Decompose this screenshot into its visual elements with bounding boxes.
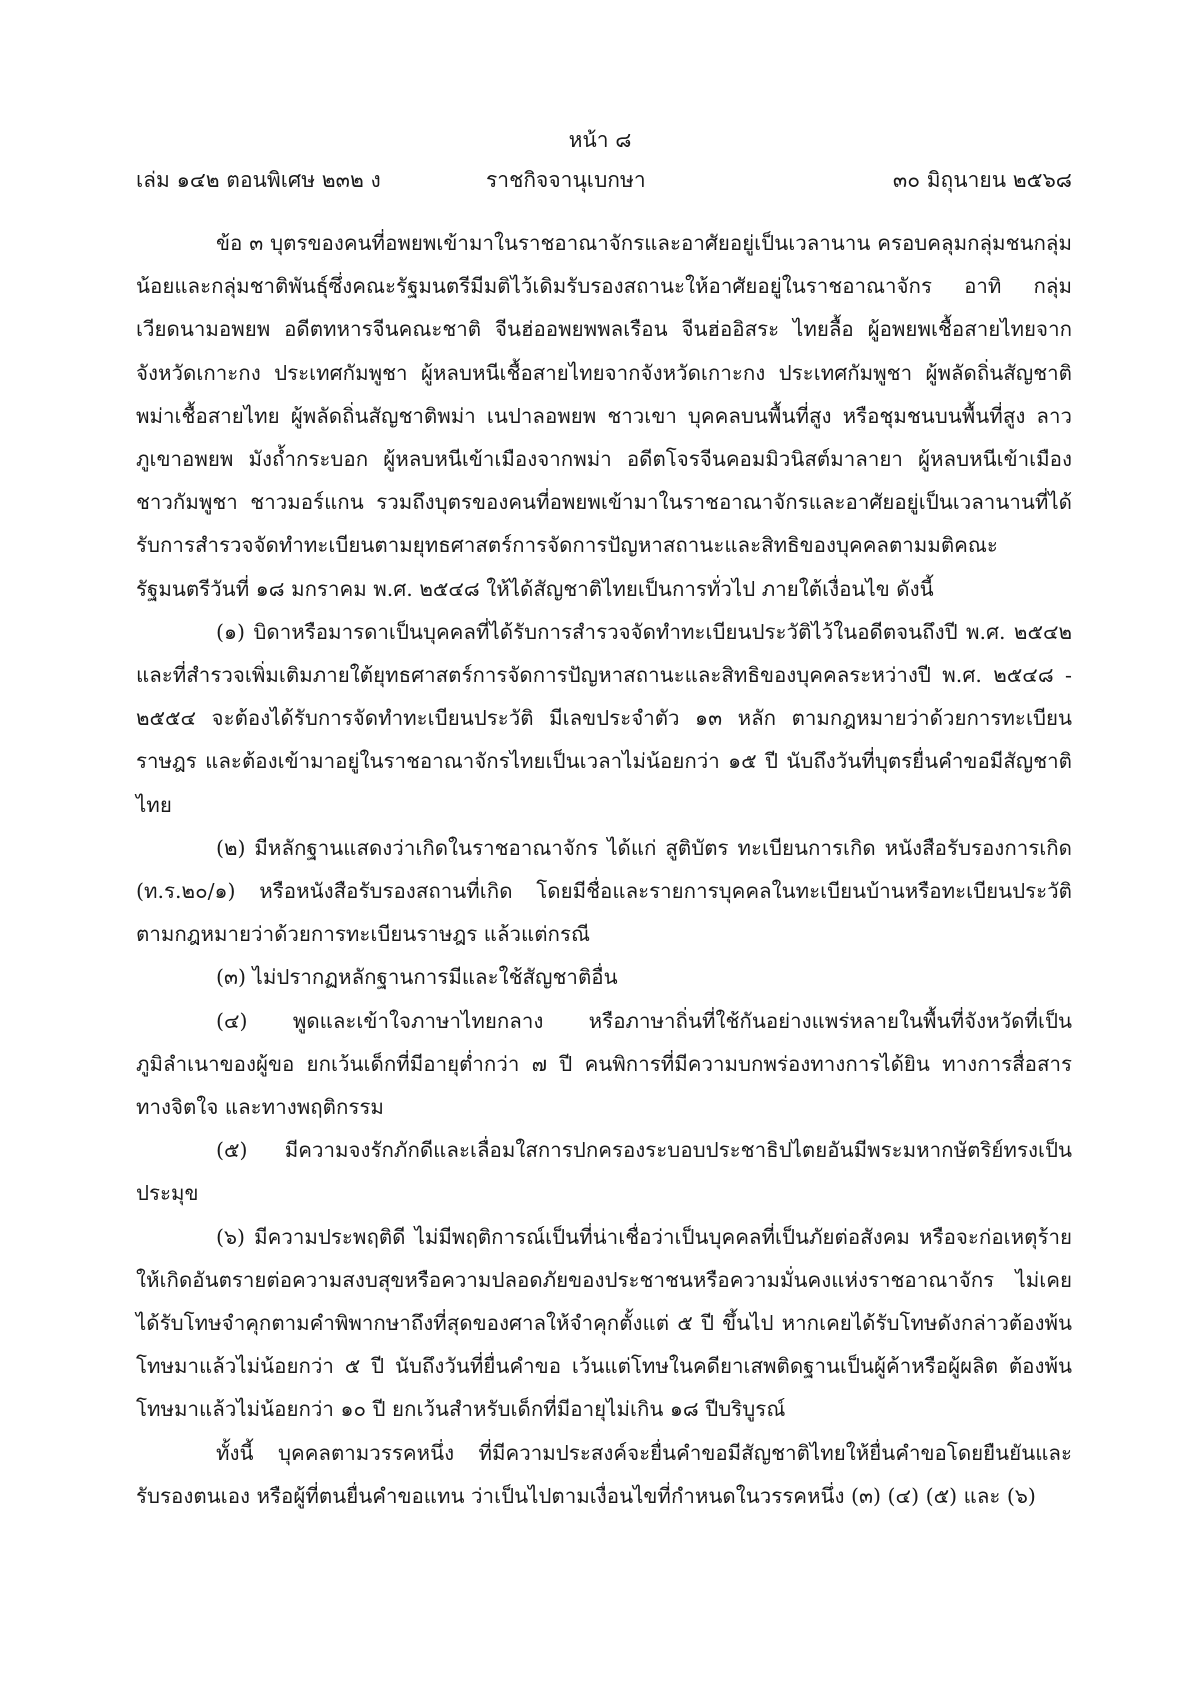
clause-3-paragraph: ข้อ ๓ บุตรของคนที่อพยพเข้ามาในราชอาณาจักรและอาศัยอยู่เป็นเวลานาน ครอบคลุมกลุ่มชนกลุ่มน้อยและกลุ่มชาติพันธุ์ซึ่งคณะรัฐมนตรีมีมติไว้เดิมรับรองสถานะให้อาศัยอยู่ในราชอาณาจักร อาทิ กลุ่มเวียดนามอพยพ อดีตทหารจีนคณะชาติ จีนฮ่ออพยพพลเรือน จีนฮ่ออิสระ ไทยลื้อ ผู้อพยพเชื้อสายไทยจากจังหวัดเกาะกง ประเทศกัมพูชา ผู้หลบหนีเชื้อสายไทยจากจังหวัดเกาะกง ประเทศกัมพูชา ผู้พลัดถิ่นสัญชาติพม่าเชื้อสายไทย ผู้พลัดถิ่นสัญชาติพม่า เนปาลอพยพ ชาวเขา บุคคลบนพื้นที่สูง หรือชุมชนบนพื้นที่สูง ลาวภูเขาอพยพ มังถ้ำกระบอก ผู้หลบหนีเข้าเมืองจากพม่า อดีตโจรจีนคอมมิวนิสต์มาลายา ผู้หลบหนีเข้าเมืองชาวกัมพูชา ชาวมอร์แกน รวมถึงบุตรของคนที่อพยพเข้ามาในราชอาณาจักรและอาศัยอยู่เป็นเวลานานที่ได้รับการสำรวจจัดทำทะเบียนตามยุทธศาสตร์การจัดการปัญหาสถานะและสิทธิของบุคคลตามมติคณะรัฐมนตรีวันที่ ๑๘ มกราคม พ.ศ. ๒๕๔๘ ให้ได้สัญชาติไทยเป็นการทั่วไป ภายใต้เงื่อนไข ดังนี้ (136, 231, 1072, 601)
condition-item-1: (๑) บิดาหรือมารดาเป็นบุคคลที่ได้รับการสำรวจจัดทำทะเบียนประวัติไว้ในอดีตจนถึงปี พ.ศ. ๒๕๔๒ และที่สำรวจเพิ่มเติมภายใต้ยุทธศาสตร์การจัดการปัญหาสถานะและสิทธิของบุคคลระหว่างปี พ.ศ. ๒๕๔๘ - ๒๕๕๔ จะต้องได้รับการจัดทำทะเบียนประวัติ มีเลขประจำตัว ๑๓ หลัก ตามกฎหมายว่าด้วยการทะเบียนราษฎร และต้องเข้ามาอยู่ในราชอาณาจักรไทยเป็นเวลาไม่น้อยกว่า ๑๕ ปี นับถึงวันที่บุตรยื่นคำขอมีสัญชาติไทย (136, 619, 1072, 817)
page-number: หน้า ๘ (568, 128, 632, 152)
volume-issue: เล่ม ๑๔๒ ตอนพิเศษ ๒๓๒ ง (136, 168, 381, 192)
condition-item-3: (๓) ไม่ปรากฏหลักฐานการมีและใช้สัญชาติอื่น (216, 965, 618, 990)
condition-item-6: (๖) มีความประพฤติดี ไม่มีพฤติการณ์เป็นที่น่าเชื่อว่าเป็นบุคคลที่เป็นภัยต่อสังคม หรือจะก่อเหตุร้ายให้เกิดอันตรายต่อความสงบสุขหรือความปลอดภัยของประชาชนหรือความมั่นคงแห่งราชอาณาจักร ไม่เคยได้รับโทษจำคุกตามคำพิพากษาถึงที่สุดของศาลให้จำคุกตั้งแต่ ๕ ปี ขึ้นไป หากเคยได้รับโทษดังกล่าวต้องพ้นโทษมาแล้วไม่น้อยกว่า ๕ ปี นับถึงวันที่ยื่นคำขอ เว้นแต่โทษในคดียาเสพติดฐานเป็นผู้ค้าหรือผู้ผลิต ต้องพ้นโทษมาแล้วไม่น้อยกว่า ๑๐ ปี ยกเว้นสำหรับเด็กที่มีอายุไม่เกิน ๑๘ ปีบริบูรณ์ (136, 1224, 1072, 1422)
condition-item-5: (๕) มีความจงรักภักดีและเลื่อมใสการปกครองระบอบประชาธิปไตยอันมีพระมหากษัตริย์ทรงเป็นประมุข (136, 1138, 1072, 1206)
document-body (136, 222, 1072, 1518)
condition-item-4: (๔) พูดและเข้าใจภาษาไทยกลาง หรือภาษาถิ่นที่ใช้กันอย่างแพร่หลายในพื้นที่จังหวัดที่เป็นภูมิลำเนาของผู้ขอ ยกเว้นเด็กที่มีอายุต่ำกว่า ๗ ปี คนพิการที่มีความบกพร่องทางการได้ยิน ทางการสื่อสาร ทางจิตใจ และทางพฤติกรรม (136, 1008, 1072, 1120)
publication-title: ราชกิจจานุเบกษา (486, 168, 646, 192)
condition-item-2: (๒) มีหลักฐานแสดงว่าเกิดในราชอาณาจักร ได้แก่ สูติบัตร ทะเบียนการเกิด หนังสือรับรองการเกิด (ท.ร.๒๐/๑) หรือหนังสือรับรองสถานที่เกิด โดยมีชื่อและรายการบุคคลในทะเบียนบ้านหรือทะเบียนประวัติตามกฎหมายว่าด้วยการทะเบียนราษฎร แล้วแต่กรณี (136, 835, 1072, 947)
page-header (136, 164, 1072, 194)
closing-paragraph: ทั้งนี้ บุคคลตามวรรคหนึ่ง ที่มีความประสงค์จะยื่นคำขอมีสัญชาติไทยให้ยื่นคำขอโดยยืนยันและรับรองตนเอง หรือผู้ที่ตนยื่นคำขอแทน ว่าเป็นไปตามเงื่อนไขที่กำหนดในวรรคหนึ่ง (๓) (๔) (๕) และ (๖) (136, 1440, 1072, 1508)
publication-date: ๓๐ มิถุนายน ๒๕๖๘ (892, 168, 1072, 192)
